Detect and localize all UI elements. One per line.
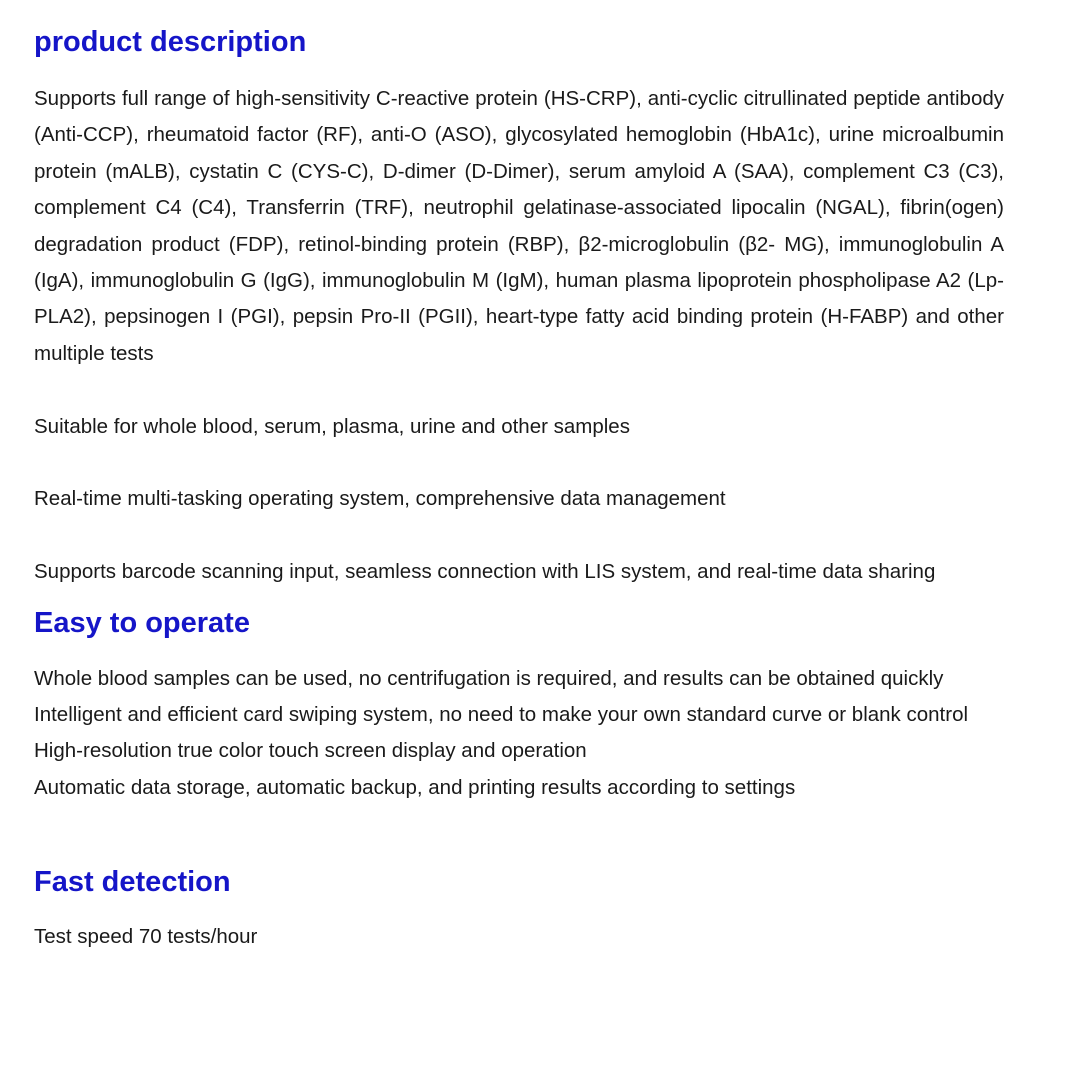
easy-item-whole-blood: Whole blood samples can be used, no centrifugation is required, and results can be obtained quickly [34,666,944,690]
easy-item-data-storage: Automatic data storage, automatic backup, and printing results according to settings [34,775,796,799]
section-heading-product-description: product description [34,26,307,58]
test-speed-paragraph: Test speed 70 tests/hour [34,925,258,949]
samples-paragraph: Suitable for whole blood, serum, plasma, urine and other samples [34,414,630,438]
document-body [34,0,1004,956]
operating-system-paragraph: Real-time multi-tasking operating system, comprehensive data management [34,487,726,511]
section-heading-easy-to-operate: Easy to operate [34,606,250,639]
easy-item-touch-screen: High-resolution true color touch screen display and operation [34,739,587,763]
supported-tests-paragraph: Supports full range of high-sensitivity C-reactive protein (HS-CRP), anti-cyclic citrullinated peptide antibody (Anti-CCP), rheumatoid factor (RF), anti-O (ASO), glycosylated hemoglobin (HbA1c), urine microalbumin protein (mALB), cystatin C (CYS-C), D-dimer (D-Dimer), serum amyloid A (SAA), complement C3 (C3), complement C4 (C4), Transferrin (TRF), neutrophil gelatinase-associated lipocalin (NGAL), fibrin(ogen) degradation product (FDP), retinol-binding protein (RBP), β2-microglobulin (β2- MG), immunoglobulin A (IgA), immunoglobulin G (IgG), immunoglobulin M (IgM), human plasma lipoprotein phospholipase A2 (Lp-PLA2), pepsinogen I (PGI), pepsin Pro-II (PGII), heart-type fatty acid binding protein (H-FABP) and other multiple tests [34,87,1004,365]
section-heading-fast-detection: Fast detection [34,866,231,899]
easy-item-card-swiping: Intelligent and efficient card swiping system, no need to make your own standard curve or blank control [34,703,969,727]
barcode-paragraph: Supports barcode scanning input, seamless connection with LIS system, and real-time data sharing [34,560,936,584]
